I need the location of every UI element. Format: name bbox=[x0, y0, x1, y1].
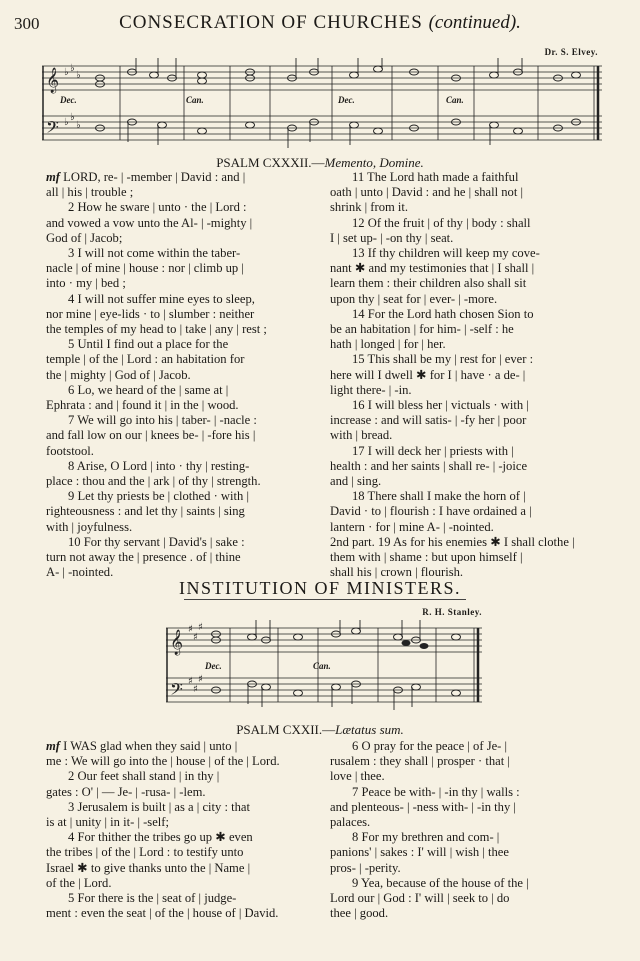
verse-line: and fall low on our | knees be- | -fore his | bbox=[46, 428, 256, 443]
verse-line: me : We will go into the | house | of the | Lord. bbox=[46, 754, 280, 769]
verse-line: 18 There shall I make the horn of | bbox=[352, 489, 526, 504]
section-title: INSTITUTION OF MINISTERS. bbox=[179, 578, 461, 598]
svg-text:𝄢: 𝄢 bbox=[46, 117, 59, 141]
verse-line: learn them : their children also shall sit bbox=[330, 276, 527, 291]
psalm122-latin: Lætatus sum. bbox=[335, 722, 404, 737]
verse-line: 16 I will bless her | victuals · with | bbox=[352, 398, 529, 413]
verse-line: 2 Our feet shall stand | in thy | bbox=[68, 769, 220, 784]
svg-text:♯: ♯ bbox=[193, 632, 198, 643]
verse-line: 9 Yea, because of the house of the | bbox=[352, 875, 529, 890]
verse-line: is at | unity | in it- | -self; bbox=[46, 815, 169, 830]
verse-line: Israel ✱ to give thanks unto the | Name | bbox=[46, 860, 251, 875]
svg-text:♯: ♯ bbox=[193, 684, 198, 695]
verse-line: shall his | crown | flourish. bbox=[330, 565, 464, 580]
verse-line: panions' | sakes : I' will | wish | thee bbox=[330, 845, 509, 860]
verse-line: increase : and will satis- | -fy her | poor bbox=[330, 413, 527, 428]
verse-line: 4 I will not suffer mine eyes to sleep, bbox=[68, 291, 255, 306]
verse-line: 12 Of the fruit | of thy | body : shall bbox=[352, 215, 531, 230]
verse-line: thee | good. bbox=[330, 906, 389, 921]
verse-line: with | joyfulness. bbox=[46, 519, 133, 534]
page-number: 300 bbox=[14, 14, 40, 33]
chant1-label-dec-1: Dec. bbox=[60, 95, 77, 105]
verse-line: be an habitation | for him- | -self : he bbox=[330, 322, 514, 337]
verse-line: 5 For there is the | seat of | judge- bbox=[68, 891, 237, 906]
verse-line: 11 The Lord hath made a faithful bbox=[352, 170, 519, 184]
svg-text:♭: ♭ bbox=[64, 67, 69, 78]
verse-line: with | bread. bbox=[330, 428, 393, 443]
verse-line: here will I dwell ✱ for I | have · a de- | bbox=[330, 367, 526, 382]
verse-line: the temples of my head to | take | any | rest ; bbox=[46, 322, 267, 337]
verse-line: LORD, re- | -member | David : and | bbox=[63, 170, 246, 184]
verse-line: gates : O' | — Je- | -rusa- | -lem. bbox=[46, 784, 206, 799]
svg-text:𝄞: 𝄞 bbox=[46, 68, 60, 93]
psalm132-right-column bbox=[330, 170, 602, 580]
chant1-label-can-1: Can. bbox=[186, 95, 204, 105]
verse-line: light there- | -in. bbox=[330, 382, 412, 397]
verse-line: 7 We will go into his | taber- | -nacle : bbox=[68, 413, 257, 428]
verse-line: of the | Lord. bbox=[46, 875, 112, 890]
verse-line: 2 How he sware | unto · the | Lord : bbox=[68, 200, 247, 215]
verse-line: 14 For the Lord hath chosen Sion to bbox=[352, 306, 534, 321]
svg-text:♯: ♯ bbox=[188, 676, 193, 687]
verse-line: 17 I will deck her | priests with | bbox=[352, 443, 514, 458]
svg-text:♭: ♭ bbox=[70, 112, 75, 123]
verse-line: I | set up- | -on thy | seat. bbox=[330, 230, 454, 245]
verse-line: footstool. bbox=[46, 443, 94, 458]
chant2-label-can: Can. bbox=[313, 661, 331, 671]
verse-line: turn not away the | presence . of | thine bbox=[46, 550, 241, 565]
verse-line: 2nd part. 19 As for his enemies ✱ I shall clothe | bbox=[330, 534, 575, 549]
verse-line: upon thy | seat for | ever- | -more. bbox=[330, 291, 498, 306]
verse-line: oath | unto | David : and he | shall not | bbox=[330, 185, 524, 200]
running-head bbox=[0, 12, 640, 34]
verse-line: pros- | -perity. bbox=[330, 860, 401, 875]
svg-text:♯: ♯ bbox=[198, 622, 203, 633]
running-head-title: CONSECRATION OF CHURCHES bbox=[119, 12, 423, 33]
svg-text:♯: ♯ bbox=[198, 674, 203, 685]
psalm122-left-column bbox=[46, 739, 320, 921]
verse-line: nant ✱ and my testimonies that | I shall | bbox=[330, 261, 535, 276]
chant1-label-can-2: Can. bbox=[446, 95, 464, 105]
verse-line: 9 Let thy priests be | clothed · with | bbox=[68, 489, 249, 504]
verse-line: 8 Arise, O Lord | into · thy | resting- bbox=[68, 458, 250, 473]
svg-text:♭: ♭ bbox=[76, 120, 81, 131]
svg-text:♯: ♯ bbox=[188, 624, 193, 635]
verse-line: them with | shame : but upon himself | bbox=[330, 550, 523, 565]
verse-line: all | his | trouble ; bbox=[46, 185, 134, 200]
dynamic-mark: mf bbox=[46, 170, 60, 184]
psalm132-heading bbox=[0, 155, 640, 171]
verse-line: and vowed a vow unto the Al- | -mighty | bbox=[46, 215, 253, 230]
title-rule bbox=[184, 599, 466, 600]
psalm122-heading bbox=[0, 722, 640, 738]
chant2-label-dec: Dec. bbox=[205, 661, 222, 671]
verse-line: rusalem : they shall | prosper · that | bbox=[330, 754, 510, 769]
verse-line: lantern · for | mine A- | -nointed. bbox=[330, 519, 494, 534]
verse-line: ment : even the seat | of the | house of | David. bbox=[46, 906, 279, 921]
verse-line: Ephrata : and | found it | in the | wood. bbox=[46, 398, 239, 413]
verse-line: God of | Jacob; bbox=[46, 230, 123, 245]
svg-text:𝄢: 𝄢 bbox=[170, 679, 183, 703]
psalm122-title: PSALM CXXII.— bbox=[236, 722, 336, 737]
verse-line: 6 O pray for the peace | of Je- | bbox=[352, 739, 508, 753]
psalm132-latin: Memento, Domine. bbox=[324, 155, 424, 170]
verse-line: 15 This shall be my | rest for | ever : bbox=[352, 352, 534, 367]
verse-line: love | thee. bbox=[330, 769, 385, 784]
verse-line: David · to | flourish : I have ordained a | bbox=[330, 504, 532, 519]
svg-text:♭: ♭ bbox=[76, 70, 81, 81]
verse-line: 3 I will not come within the taber- bbox=[68, 246, 241, 261]
verse-line: I WAS glad when they said | unto | bbox=[63, 739, 238, 753]
verse-line: 8 For my brethren and com- | bbox=[352, 830, 500, 845]
verse-line: nacle | of mine | house : nor | climb up | bbox=[46, 261, 244, 276]
chant1-score bbox=[42, 58, 602, 150]
verse-line: righteousness : and let thy | saints | sing bbox=[46, 504, 245, 519]
verse-line: 10 For thy servant | David's | sake : bbox=[68, 534, 245, 549]
chant1-label-dec-2: Dec. bbox=[338, 95, 355, 105]
verse-line: temple | of the | Lord : an habitation for bbox=[46, 352, 245, 367]
dynamic-mark: mf bbox=[46, 739, 60, 753]
verse-line: 5 Until I find out a place for the bbox=[68, 337, 229, 352]
svg-text:𝄞: 𝄞 bbox=[170, 630, 184, 655]
psalm132-left-column bbox=[46, 170, 320, 580]
svg-text:♭: ♭ bbox=[64, 117, 69, 128]
chant1-composer: Dr. S. Elvey. bbox=[544, 47, 598, 57]
verse-line: the | mighty | God of | Jacob. bbox=[46, 367, 191, 382]
verse-line: 3 Jerusalem is built | as a | city : that bbox=[68, 799, 251, 814]
verse-line: Lord our | God : I' will | seek to | do bbox=[330, 891, 510, 906]
verse-line: hath | longed | for | her. bbox=[330, 337, 446, 352]
verse-line: A- | -nointed. bbox=[46, 565, 114, 580]
chant2-composer: R. H. Stanley. bbox=[422, 607, 482, 617]
svg-text:♭: ♭ bbox=[70, 63, 75, 74]
verse-line: the tribes | of the | Lord : to testify unto bbox=[46, 845, 244, 860]
verse-line: palaces. bbox=[330, 815, 371, 830]
verse-line: nor mine | eye-lids · to | slumber : neither bbox=[46, 306, 255, 321]
verse-line: 7 Peace be with- | -in thy | walls : bbox=[352, 784, 520, 799]
psalm122-right-column bbox=[330, 739, 602, 921]
verse-line: and | sing. bbox=[330, 474, 382, 489]
verse-line: and plenteous- | -ness with- | -in thy | bbox=[330, 799, 516, 814]
running-head-continued: (continued). bbox=[428, 12, 521, 33]
verse-line: shrink | from it. bbox=[330, 200, 409, 215]
psalm132-title: PSALM CXXXII.— bbox=[216, 155, 325, 170]
verse-line: into · my | bed ; bbox=[46, 276, 126, 291]
verse-line: 13 If thy children will keep my cove- bbox=[352, 246, 540, 261]
verse-line: 4 For thither the tribes go up ✱ even bbox=[68, 830, 253, 845]
verse-line: 6 Lo, we heard of the | same at | bbox=[68, 382, 229, 397]
verse-line: place : thou and the | ark | of thy | strength. bbox=[46, 474, 261, 489]
verse-line: health : and her saints | shall re- | -joice bbox=[330, 458, 528, 473]
